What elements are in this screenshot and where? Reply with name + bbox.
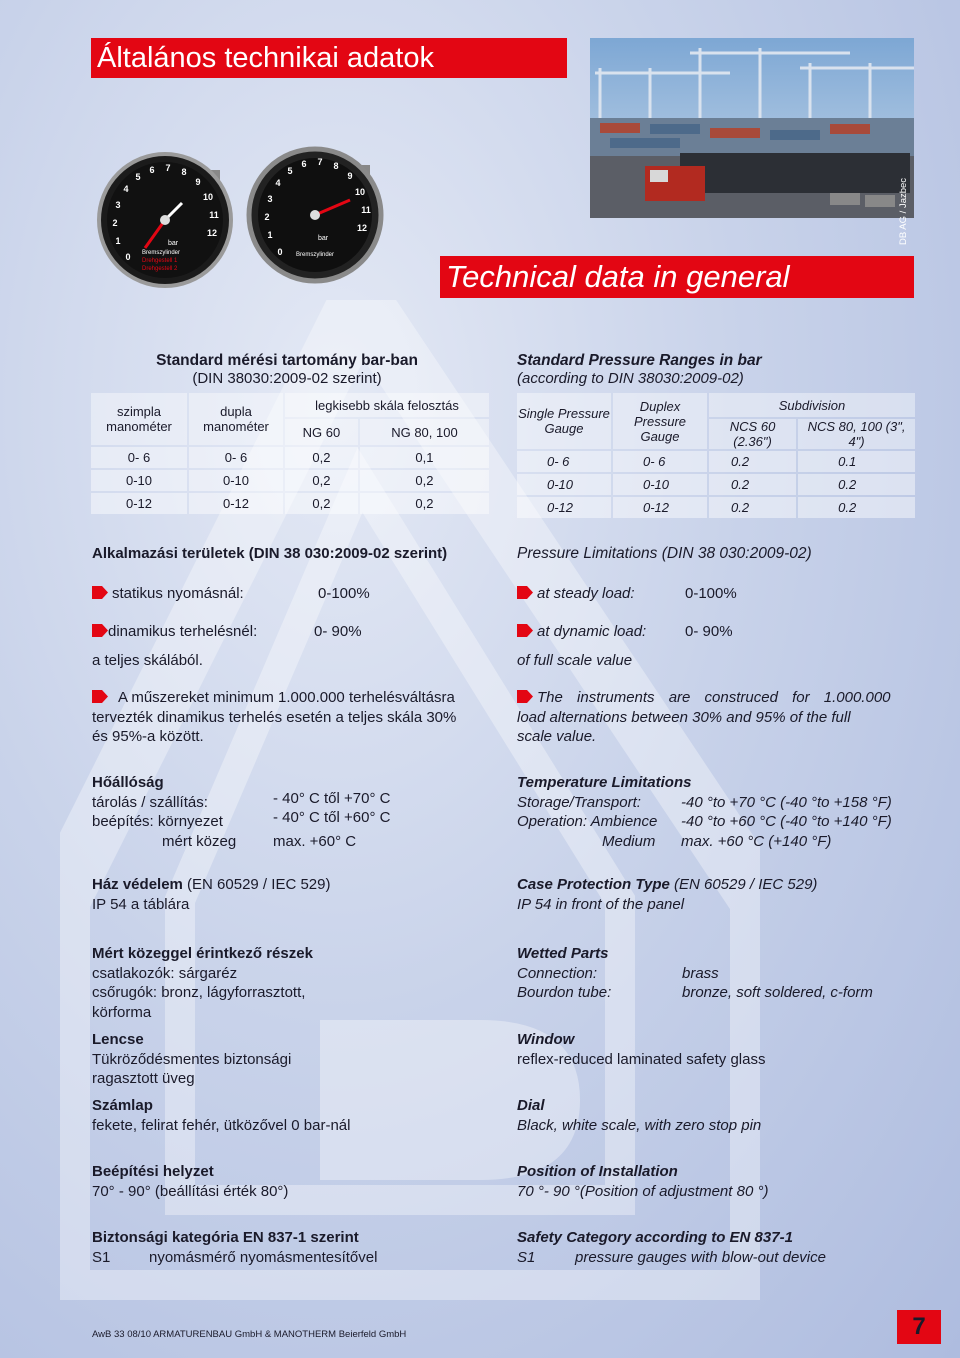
table-cell: 0-10 [517,474,611,495]
duplex-gauge-icon [99,154,231,286]
col-header-ng60: NG 60 [285,419,358,445]
table-cell: 0- 6 [517,451,611,472]
svg-text:0: 0 [125,252,131,262]
svg-text:Bremszylinder: Bremszylinder [296,252,335,258]
position-en-line: 70 °- 90 °(Position of adjustment 80 °) [517,1182,769,1200]
wetted-hu-line: csatlakozók: sárgaréz [92,964,238,982]
table-row [517,474,915,495]
table-cell: 0- 6 [189,447,283,468]
col-header-duplex: Duplex Pressure Gauge [613,393,707,449]
col-header-ng80: NG 80, 100 [360,419,489,445]
instruments-line: és 95%-a között. [92,728,204,745]
red-arrow-icon [92,624,108,637]
instruments-line: The instruments are construced for 1.000.000 [537,689,891,706]
dynamic-label: dinamikus terhelésnél: [108,623,258,640]
svg-text:6: 6 [301,159,307,169]
table-cell: 0,2 [285,493,358,514]
svg-text:1: 1 [115,236,121,246]
wetted-en-title: Wetted Parts [517,945,609,962]
instruments-line: A műszereket minimum 1.000.000 terhelésváltásra [118,689,455,706]
wetted-hu-line: körforma [92,1003,152,1021]
ranges-hu-title: Standard mérési tartomány bar-ban [156,352,418,369]
wetted-en-block [517,944,927,1003]
svg-text:bar: bar [168,240,179,247]
table-cell: 0,2 [360,493,489,514]
col-header-single: Single Pressure Gauge [517,393,611,449]
limits-hu-scale-note: a teljes skálából. [92,652,203,669]
install-value: - 40° C től +60° C [273,809,391,826]
svg-text:1: 1 [267,230,273,240]
medium-label: mért közeg [162,832,237,850]
table-row [517,497,915,518]
svg-text:11: 11 [361,205,371,215]
limits-hu-dynamic [92,622,472,642]
instruments-line: tervezték dinamikus terhelés esetén a teljes skála 30% [92,708,457,726]
limits-en-scale-note: of full scale value [517,652,633,669]
position-hu-title: Beépítési helyzet [92,1163,214,1180]
static-label: statikus nyomásnál: [112,585,244,602]
position-hu-block [92,1162,288,1201]
wetted-hu-line: csőrugók: bronz, lágyforrasztott, [92,984,306,1001]
safety-code: S1 [517,1248,536,1266]
storage-value: - 40° C től +70° C [273,789,391,807]
svg-text:6: 6 [149,165,155,175]
connection-value: brass [682,964,719,982]
table-cell: 0,1 [360,447,489,468]
red-arrow-icon [517,690,533,703]
safety-en-block [517,1228,917,1267]
svg-text:7: 7 [317,157,323,167]
page-title-english: Technical data in general [440,256,914,298]
limits-en-dynamic [517,622,897,642]
col-header-duplex: dupla manométer [189,393,283,445]
install-label: beépítés: környezet [92,813,223,830]
table-cell: 0.1 [798,451,915,472]
dial-hu-title: Számlap [92,1097,153,1114]
table-cell: 0-10 [613,474,707,495]
table-cell: 0,2 [285,447,358,468]
svg-text:0: 0 [277,247,283,257]
svg-text:4: 4 [123,184,129,194]
col-header-single: szimpla manométer [91,393,187,445]
svg-text:8: 8 [333,161,339,171]
safety-hu-title: Biztonsági kategória EN 837-1 szerint [92,1229,359,1246]
table-cell: 0.2 [709,451,796,472]
red-arrow-icon [92,690,108,703]
col-header-subdivision: Subdivision [709,393,915,417]
safety-text: pressure gauges with blow-out device [575,1248,826,1266]
table-cell: 0- 6 [613,451,707,472]
tube-label: Bourdon tube: [517,984,612,1001]
svg-text:7: 7 [165,163,171,173]
red-arrow-icon [517,624,533,637]
table-cell: 0- 6 [91,447,187,468]
dynamic-value: 0- 90% [314,623,362,640]
temp-en-block [517,773,927,851]
table-cell: 0.2 [798,474,915,495]
operation-value: -40 °to +60 °C (-40 °to +140 °F) [681,813,892,830]
ranges-hu-subtitle: (DIN 38030:2009-02 szerint) [192,370,382,387]
connection-label: Connection: [517,964,598,982]
limits-en-instruments [517,688,917,747]
medium-value: max. +60 °C (+140 °F) [681,832,832,850]
red-arrow-icon [92,586,108,599]
medium-value: max. +60° C [273,832,357,850]
temp-hu-title: Hőállóság [92,774,164,791]
ranges-en-subtitle: (according to DIN 38030:2009-02) [517,370,744,387]
static-value: 0-100% [685,585,737,602]
table-cell: 0.2 [798,497,915,518]
svg-text:4: 4 [275,178,281,188]
col-header-ncs60: NCS 60 (2.36") [709,419,796,449]
dial-en-block [517,1096,761,1135]
dial-hu-line: fekete, felirat fehér, ütközővel 0 bar-nál [92,1116,351,1134]
svg-text:9: 9 [195,177,201,187]
case-hu-standard: (EN 60529 / IEC 529) [182,876,331,893]
wetted-hu-block [92,944,313,1022]
svg-text:12: 12 [206,228,218,238]
operation-label: Operation: Ambience [517,813,658,830]
limits-hu-static [92,584,472,604]
dynamic-value: 0- 90% [685,623,733,640]
dynamic-label: at dynamic load: [537,623,647,640]
temp-hu-block [92,773,492,851]
svg-text:2: 2 [264,212,270,222]
red-arrow-icon [517,586,533,599]
window-en-title: Window [517,1031,575,1048]
table-cell: 0-12 [613,497,707,518]
single-gauge-icon [249,149,381,281]
safety-text: nyomásmérő nyomásmentesítővel [149,1248,378,1266]
table-cell: 0.2 [709,497,796,518]
limits-en-static [517,584,897,604]
case-en-standard: (EN 60529 / IEC 529) [669,876,818,893]
wetted-hu-title: Mért közeggel érintkező részek [92,945,313,962]
table-row [517,451,915,472]
table-cell: 0,2 [285,470,358,491]
table-cell: 0-10 [189,470,283,491]
medium-label: Medium [602,832,656,850]
footer-text: AwB 33 08/10 ARMATURENBAU GmbH & MANOTHERM Beierfeld GmbH [92,1329,407,1340]
case-hu-title: Ház védelem [92,876,183,893]
svg-text:11: 11 [209,210,219,220]
safety-hu-block [92,1228,492,1267]
limits-hu-instruments [92,688,492,747]
case-hu-block [92,875,330,914]
position-en-block [517,1162,768,1201]
storage-label: tárolás / szállítás: [92,793,208,811]
svg-text:5: 5 [287,166,293,176]
svg-text:3: 3 [115,200,121,210]
table-cell: 0-12 [189,493,283,514]
svg-text:Drehgestell 2: Drehgestell 2 [142,266,178,272]
instruments-line: scale value. [517,728,597,745]
page-title-hungarian: Általános technikai adatok [91,38,567,78]
position-en-title: Position of Installation [517,1163,678,1180]
case-hu-value: IP 54 a táblára [92,895,190,913]
dial-en-line: Black, white scale, with zero stop pin [517,1116,762,1134]
table-cell: 0.2 [709,474,796,495]
svg-text:Drehgestell 1: Drehgestell 1 [142,258,178,264]
window-hu-title: Lencse [92,1031,144,1048]
dial-en-title: Dial [517,1097,545,1114]
window-hu-line: ragasztott üveg [92,1070,195,1087]
svg-text:3: 3 [267,194,273,204]
storage-label: Storage/Transport: [517,793,641,811]
svg-text:10: 10 [354,187,366,197]
safety-code: S1 [92,1248,111,1266]
ranges-hu-title-block [92,352,482,387]
dial-hu-block [92,1096,350,1135]
safety-en-title: Safety Category according to EN 837-1 [517,1229,793,1246]
col-header-subdivision: legkisebb skála felosztás [285,393,489,417]
svg-text:8: 8 [181,167,187,177]
case-en-value: IP 54 in front of the panel [517,895,685,913]
limits-hu-title: Alkalmazási területek (DIN 38 030:2009-02 szerint) [92,545,448,562]
svg-text:12: 12 [356,223,368,233]
static-label: at steady load: [537,585,635,602]
pressure-gauges-image [90,140,400,300]
table-row [91,447,489,468]
svg-text:Bremszylinder: Bremszylinder [142,250,181,256]
table-row [91,493,489,514]
case-en-title: Case Protection Type [517,876,670,893]
position-hu-line: 70° - 90° (beállítási érték 80°) [92,1182,289,1200]
case-en-block [517,875,817,914]
table-cell: 0-10 [91,470,187,491]
window-hu-block [92,1030,291,1089]
storage-value: -40 °to +70 °C (-40 °to +158 °F) [681,793,892,811]
window-en-line: reflex-reduced laminated safety glass [517,1050,766,1068]
temp-en-title: Temperature Limitations [517,774,692,791]
table-row [91,470,489,491]
svg-text:2: 2 [112,218,118,228]
limits-en-title: Pressure Limitations (DIN 38 030:2009-02) [517,545,812,562]
table-cell: 0,2 [360,470,489,491]
tube-value: bronze, soft soldered, c-form [682,984,873,1001]
col-header-ncs80: NCS 80, 100 (3", 4") [798,419,915,449]
window-en-block [517,1030,765,1069]
static-value: 0-100% [318,585,370,602]
window-hu-line: Tükröződésmentes biztonsági [92,1050,292,1068]
page-number: 7 [897,1310,941,1344]
instruments-line: load alternations between 30% and 95% of the full [517,708,851,726]
ranges-en-title-block [517,352,762,387]
table-cell: 0-12 [517,497,611,518]
svg-text:10: 10 [202,192,214,202]
svg-text:9: 9 [347,171,353,181]
svg-text:bar: bar [318,235,329,242]
ranges-en-table [515,391,917,520]
container-terminal-photo [590,38,914,218]
svg-text:5: 5 [135,172,141,182]
photo-credit: DB AG / Jazbec [898,177,909,245]
ranges-hu-table [89,391,491,516]
ranges-en-title: Standard Pressure Ranges in bar [517,352,762,369]
table-cell: 0-12 [91,493,187,514]
